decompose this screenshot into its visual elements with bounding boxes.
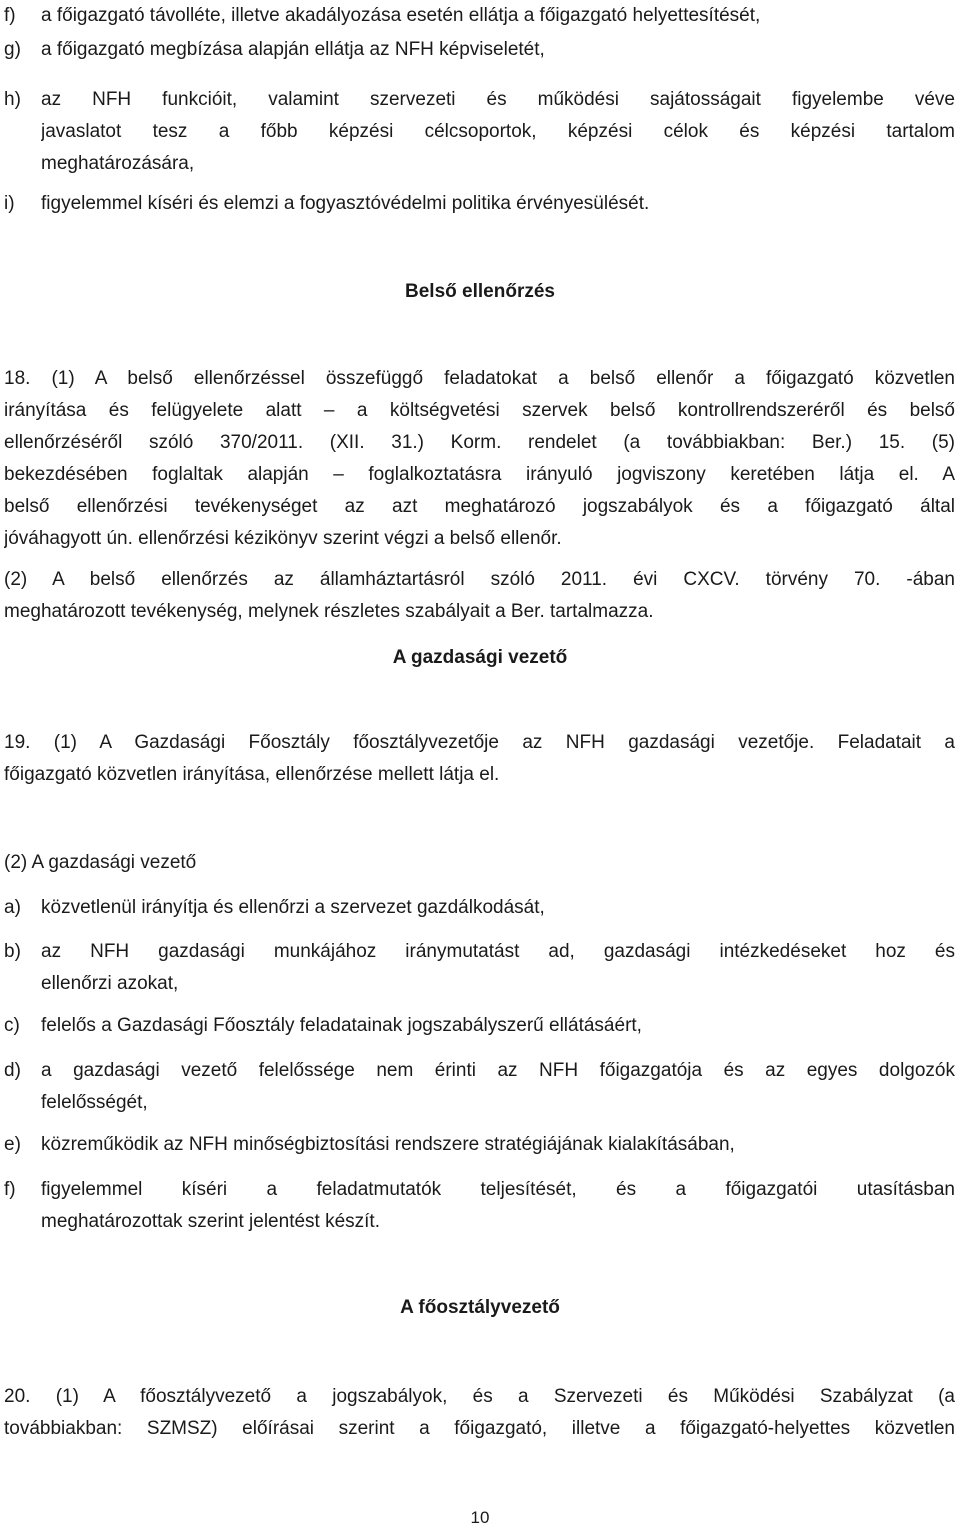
- list-item-b: [0, 936, 956, 1000]
- paragraph-line: 19. (1) A Gazdasági Főosztály főosztályvezetője az NFH gazdasági vezetője. Feladatait a: [4, 732, 955, 753]
- section-heading-head-of-department: A főosztályvezető: [400, 1297, 560, 1318]
- list-item-i: [0, 188, 956, 220]
- list-item-text: meghatározottak szerint jelentést készít.: [41, 1211, 380, 1232]
- paragraph-line: belső ellenőrzési tevékenységet az azt meghatározó jogszabályok és a főigazgató által: [4, 496, 955, 517]
- list-item-label: c): [4, 1015, 20, 1036]
- section-heading-internal-audit: Belső ellenőrzés: [405, 281, 555, 302]
- paragraph-line: meghatározott tevékenység, melynek részletes szabályait a Ber. tartalmazza.: [4, 601, 654, 622]
- list-item-label: b): [4, 941, 21, 962]
- list-item-label: g): [4, 39, 21, 60]
- list-item-f: [0, 0, 956, 32]
- paragraph-line: (2) A belső ellenőrzés az államháztartásról szóló 2011. évi CXCV. törvény 70. -ában: [4, 569, 955, 590]
- list-item-label: i): [4, 193, 15, 214]
- list-item-text: felelősségét,: [41, 1092, 148, 1113]
- paragraph-19-1: [4, 727, 955, 791]
- paragraph-20-1: [4, 1381, 955, 1445]
- paragraph-line: 18. (1) A belső ellenőrzéssel összefüggő feladatokat a belső ellenőr a főigazgató közvetlen: [4, 368, 955, 389]
- list-item-h: [0, 84, 956, 180]
- page-number: 10: [470, 1508, 490, 1527]
- paragraph-18-2: [4, 564, 955, 628]
- list-item-label: d): [4, 1060, 21, 1081]
- paragraph-line: 20. (1) A főosztályvezető a jogszabályok, és a Szervezeti és Működési Szabályzat (a: [4, 1386, 955, 1407]
- list-item-c: [0, 1010, 956, 1042]
- list-item-text: ellenőrzi azokat,: [41, 973, 179, 994]
- list-item-e: [0, 1129, 956, 1161]
- list-item-text: az NFH funkcióit, valamint szervezeti és működési sajátosságait figyelembe véve: [41, 89, 955, 110]
- list-item-text: közvetlenül irányítja és ellenőrzi a szervezet gazdálkodását,: [41, 897, 545, 918]
- section-heading-economic-director: A gazdasági vezető: [392, 647, 568, 668]
- list-item-text: a főigazgató megbízása alapján ellátja az NFH képviseletét,: [41, 39, 545, 60]
- list-item-text: figyelemmel kíséri a feladatmutatók teljesítését, és a főigazgatói utasításban: [41, 1179, 955, 1200]
- list-item-f2: [0, 1174, 956, 1238]
- paragraph-line: jóváhagyott ún. ellenőrzési kézikönyv szerint végzi a belső ellenőr.: [4, 528, 562, 549]
- list-item-text: felelős a Gazdasági Főosztály feladatainak jogszabályszerű ellátásáért,: [41, 1015, 642, 1036]
- list-item-label: h): [4, 89, 21, 110]
- list-item-d: [0, 1055, 956, 1119]
- paragraph-line: főigazgató közvetlen irányítása, ellenőrzése mellett látja el.: [4, 764, 500, 785]
- paragraph-19-2-title: [4, 847, 955, 879]
- list-item-label: f): [4, 5, 16, 26]
- list-item-label: e): [4, 1134, 21, 1155]
- list-item-text: a főigazgató távolléte, illetve akadályozása esetén ellátja a főigazgató helyettesítését,: [41, 5, 761, 26]
- paragraph-line: bekezdésében foglaltak alapján – foglalkoztatásra irányuló jogviszony keretében látja el. A: [4, 464, 955, 485]
- list-item-a: [0, 892, 956, 924]
- list-item-text: figyelemmel kíséri és elemzi a fogyasztóvédelmi politika érvényesülését.: [41, 193, 650, 214]
- list-item-text: a gazdasági vezető felelőssége nem érinti az NFH főigazgatója és az egyes dolgozók: [41, 1060, 955, 1081]
- paragraph-line: ellenőrzéséről szóló 370/2011. (XII. 31.) Korm. rendelet (a továbbiakban: Ber.) 15. (5): [4, 432, 955, 453]
- paragraph-18-1: [4, 363, 955, 555]
- paragraph-line: (2) A gazdasági vezető: [4, 852, 197, 873]
- list-item-text: javaslatot tesz a főbb képzési célcsoportok, képzési célok és képzési tartalom: [41, 121, 955, 142]
- list-item-label: a): [4, 897, 21, 918]
- list-item-text: közreműködik az NFH minőségbiztosítási rendszere stratégiájának kialakításában,: [41, 1134, 735, 1155]
- list-item-g: [0, 34, 956, 66]
- paragraph-line: irányítása és felügyelete alatt – a költségvetési szervek belső kontrollrendszeréről és belső: [4, 400, 955, 421]
- paragraph-line: továbbiakban: SZMSZ) előírásai szerint a főigazgató, illetve a főigazgató-helyettes közvetlen: [4, 1418, 955, 1439]
- list-item-label: f): [4, 1179, 16, 1200]
- list-item-text: meghatározására,: [41, 153, 195, 174]
- list-item-text: az NFH gazdasági munkájához iránymutatást ad, gazdasági intézkedéseket hoz és: [41, 941, 955, 962]
